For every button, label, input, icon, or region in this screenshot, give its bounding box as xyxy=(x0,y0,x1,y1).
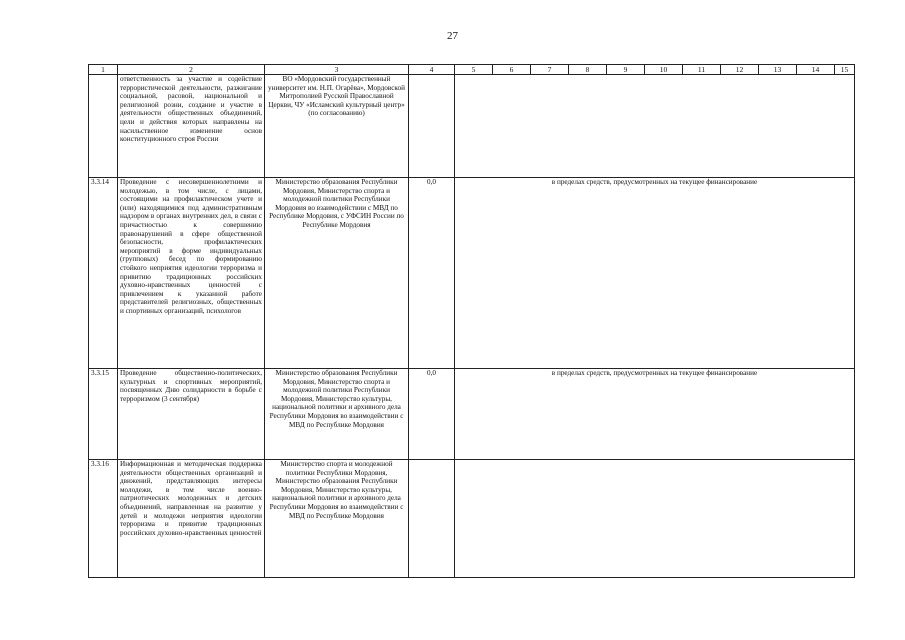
page-number: 27 xyxy=(447,30,458,42)
executors-cell: Министерство образования Республики Мордовия, Министерство спорта и молодежной политики Республики Мордовия, Министерство культуры, национальной политики и архивного дела Республики Мордовия во взаимодействии с МВД по Республике Мордовия xyxy=(265,369,409,460)
header-cell: 3 xyxy=(265,65,409,75)
executors-cell: Министерство образования Республики Мордовия, Министерство спорта и молодежной политики Республики Мордовия во взаимодействии с МВД по Республике Мордовия, с УФСИН России по Республике Мордовия xyxy=(265,178,409,369)
header-cell: 15 xyxy=(835,65,855,75)
row-number xyxy=(89,75,118,178)
executors-cell: Министерство спорта и молодежной политики Республики Мордовия, Министерство образования Республики Мордовия, Министерство культуры, национальной политики и архивного дела Республики Мордовия во взаимодействии с МВД по Республике Мордовия xyxy=(265,460,409,578)
header-cell: 12 xyxy=(721,65,759,75)
executors-cell: ВО «Мордовский государственный университет им. Н.П. Огарёва», Мордовской Митрополией Русской Православной Церкви, ЧУ «Исламский культурный центр» (по согласованию) xyxy=(265,75,409,178)
note-cell xyxy=(455,75,855,178)
header-cell: 5 xyxy=(455,65,493,75)
note-cell xyxy=(455,460,855,578)
action-cell: Информационная и методическая поддержка деятельности общественных организаций и движений, представляющих интересы молодежи, в том числе военно-патриотических молодежных и детских объединений, направленная на развитие у детей и молодежи неприятия идеологии терроризма и привитие традиционных российских духовно-нравственных ценностей xyxy=(118,460,265,578)
header-cell: 4 xyxy=(409,65,455,75)
action-cell: Проведение с несовершеннолетними и молодежью, в том числе, с лицами, состоящими на профилактическом учете и (или) находящимися под административным надзором в органах внутренних дел, в связи с причастностью к совершению правонарушений в сфере общественной безопасности, профилактических мероприятий в форме индивидуальных (групповых) бесед по формированию стойкого неприятия идеологии терроризма и привитию традиционных российских духовно-нравственных ценностей с привлечением к указанной работе представителей религиозных, общественных и спортивных организаций, психологов xyxy=(118,178,265,369)
header-cell: 2 xyxy=(118,65,265,75)
action-cell: ответственность за участие и содействие террористической деятельности, разжигание социальной, расовой, национальной и религиозной розни, создание и участие в деятельности общественных объединений, цели и действия которых направлены на насильственное изменение основ конституционного строя России xyxy=(118,75,265,178)
header-cell: 6 xyxy=(493,65,531,75)
amount-cell: 0,0 xyxy=(409,369,455,460)
amount-cell xyxy=(409,460,455,578)
note-cell: в пределах средств, предусмотренных на текущее финансирование xyxy=(455,369,855,460)
header-cell: 1 xyxy=(89,65,118,75)
row-number: 3.3.14 xyxy=(89,178,118,369)
header-cell: 13 xyxy=(759,65,797,75)
header-cell: 14 xyxy=(797,65,835,75)
row-number: 3.3.16 xyxy=(89,460,118,578)
header-cell: 11 xyxy=(683,65,721,75)
note-cell: в пределах средств, предусмотренных на текущее финансирование xyxy=(455,178,855,369)
header-cell: 9 xyxy=(607,65,645,75)
header-cell: 8 xyxy=(569,65,607,75)
header-cell: 10 xyxy=(645,65,683,75)
table-row xyxy=(89,178,855,369)
table-row xyxy=(89,369,855,460)
amount-cell xyxy=(409,75,455,178)
action-cell: Проведение общественно-политических, культурных и спортивных мероприятий, посвященных Дню солидарности в борьбе с терроризмом (3 сентября) xyxy=(118,369,265,460)
plan-table xyxy=(88,64,855,578)
header-cell: 7 xyxy=(531,65,569,75)
column-number-header xyxy=(89,65,855,75)
row-number: 3.3.15 xyxy=(89,369,118,460)
table-row xyxy=(89,75,855,178)
table-row xyxy=(89,460,855,578)
amount-cell: 0,0 xyxy=(409,178,455,369)
